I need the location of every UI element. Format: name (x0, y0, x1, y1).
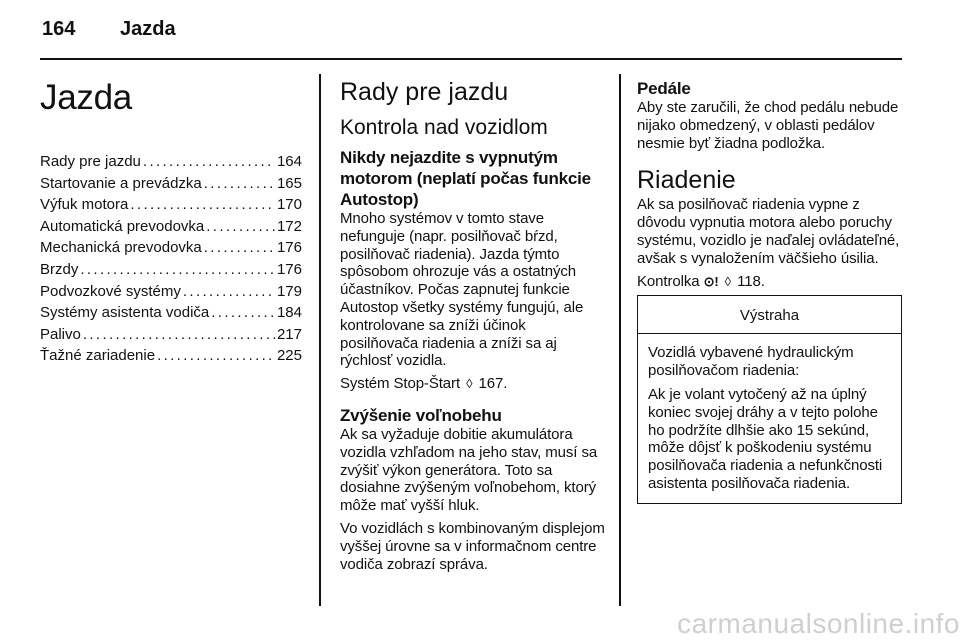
warning-box (637, 295, 902, 503)
toc-entry[interactable] (40, 237, 302, 259)
toc-page: 176 (276, 239, 302, 257)
paragraph-steering: Ak sa posilňovač riadenia vypne z dôvodu vypnutia motora alebo poruchy systému, vozidlo je naďalej ovládateľné, avšak s vynaložením väčšieho úsilia. (637, 196, 900, 267)
table-of-contents (40, 151, 302, 367)
warning-paragraph-1: Vozidlá vybavené hydraulickým posilňovačom riadenia: (648, 344, 854, 380)
steering-warning-icon: ⊙! (703, 273, 719, 289)
toc-leader (83, 324, 275, 346)
toc-label: Automatická prevodovka (40, 217, 205, 235)
section-heading: Rady pre jazdu (340, 78, 509, 106)
reference-text: Systém Stop-Štart (340, 375, 461, 393)
section-title: Jazda (120, 18, 176, 40)
paragraph-pedals: Aby ste zaručili, že chod pedálu nebude nijako obmedzený, v oblasti pedálov nesmie byť žiadna podložka. (637, 99, 899, 152)
topic-heading-engine-off: Nikdy nejazdite s vypnutým motorom (neplatí počas funkcie Autostop) (340, 148, 591, 209)
reference-indicator (637, 273, 902, 291)
toc-leader (204, 173, 275, 195)
toc-leader (130, 194, 275, 216)
toc-page: 164 (276, 153, 302, 170)
toc-page: 172 (276, 217, 302, 235)
toc-label: Ťažné zariadenie (40, 347, 156, 365)
toc-page: 170 (276, 196, 302, 214)
chapter-title: Jazda (40, 78, 132, 117)
right-column (637, 68, 902, 504)
toc-entry[interactable] (40, 173, 302, 195)
toc-label: Brzdy (40, 260, 79, 278)
middle-column (340, 68, 605, 578)
header-rule (40, 58, 902, 60)
toc-label: Mechanická prevodovka (40, 239, 202, 257)
toc-leader (211, 302, 275, 324)
toc-page: 176 (276, 260, 302, 278)
subsection-heading: Kontrola nad vozidlom (340, 116, 548, 139)
left-column (40, 68, 302, 367)
toc-label: Podvozkové systémy (40, 282, 181, 300)
topic-heading-idle: Zvýšenie voľnobehu (340, 405, 502, 425)
toc-leader (80, 259, 275, 281)
page-reference-icon: ◊ (466, 376, 473, 392)
toc-label: Palivo (40, 325, 81, 343)
toc-leader (143, 151, 275, 173)
toc-label: Výfuk motora (40, 196, 129, 214)
toc-page: 184 (276, 304, 302, 322)
toc-label: Systémy asistenta vodiča (40, 304, 210, 322)
reference-stop-start (340, 375, 605, 393)
paragraph-display: Vo vozidlách s kombinovaným displejom vyššej úrovne sa v informačnom centre vodiča zobrazí správa. (340, 519, 605, 573)
toc-leader (157, 345, 275, 367)
toc-entry[interactable] (40, 281, 302, 303)
section-heading-steering: Riadenie (637, 166, 736, 195)
toc-entry[interactable] (40, 194, 302, 216)
page-reference-icon: ◊ (724, 273, 731, 289)
paragraph-idle: Ak sa vyžaduje dobitie akumulátora vozidla vzhľadom na jeho stav, musí sa zvýšiť výkon generátora. Toto sa dosiahne zvýšeným voľnobehom, ktorý môže mať vyšší hluk. (340, 425, 598, 515)
toc-page: 225 (276, 347, 302, 365)
toc-entry[interactable] (40, 259, 302, 281)
toc-entry[interactable] (40, 345, 302, 367)
reference-page[interactable]: 118. (737, 272, 765, 290)
topic-heading-pedals: Pedále (637, 79, 691, 98)
toc-entry[interactable] (40, 324, 302, 346)
toc-leader (204, 237, 275, 259)
warning-title: Výstraha (638, 296, 901, 334)
toc-label: Rady pre jazdu (40, 153, 141, 170)
column-divider-1 (319, 74, 321, 606)
reference-text: Kontrolka (637, 272, 700, 290)
toc-page: 165 (276, 174, 302, 192)
warning-paragraph-2: Ak je volant vytočený až na úplný koniec svojej dráhy a v tejto polohe ho podržíte dlhšie ako 15 sekúnd, môže dôjsť k poškodeniu systému posilňovača riadenia a nefunkčnosti asistenta posilňovača riadenia. (648, 385, 883, 492)
toc-leader (206, 216, 275, 238)
column-divider-2 (619, 74, 621, 606)
toc-entry[interactable] (40, 151, 302, 173)
reference-page[interactable]: 167. (478, 375, 508, 393)
paragraph-engine-off: Mnoho systémov v tomto stave nefunguje (napr. posilňovač bŕzd, posilňovač riadenia). Jazda týmto spôsobom ohrozuje vás a ostatných účastníkov. Počas zapnutej funkcie Autostop všetky systémy fungujú, ale kontrolovane sa zníži účinok posilňovača riadenia a zníži sa aj rýchlosť vozidla. (340, 210, 584, 370)
toc-leader (183, 281, 275, 303)
page-number: 164 (42, 18, 76, 40)
watermark: carmanualsonline.info (677, 608, 960, 639)
toc-page: 217 (276, 325, 302, 343)
page-header (42, 18, 176, 48)
toc-entry[interactable] (40, 216, 302, 238)
toc-page: 179 (276, 282, 302, 300)
toc-entry[interactable] (40, 302, 302, 324)
warning-body (638, 334, 901, 502)
toc-label: Startovanie a prevádzka (40, 174, 202, 192)
